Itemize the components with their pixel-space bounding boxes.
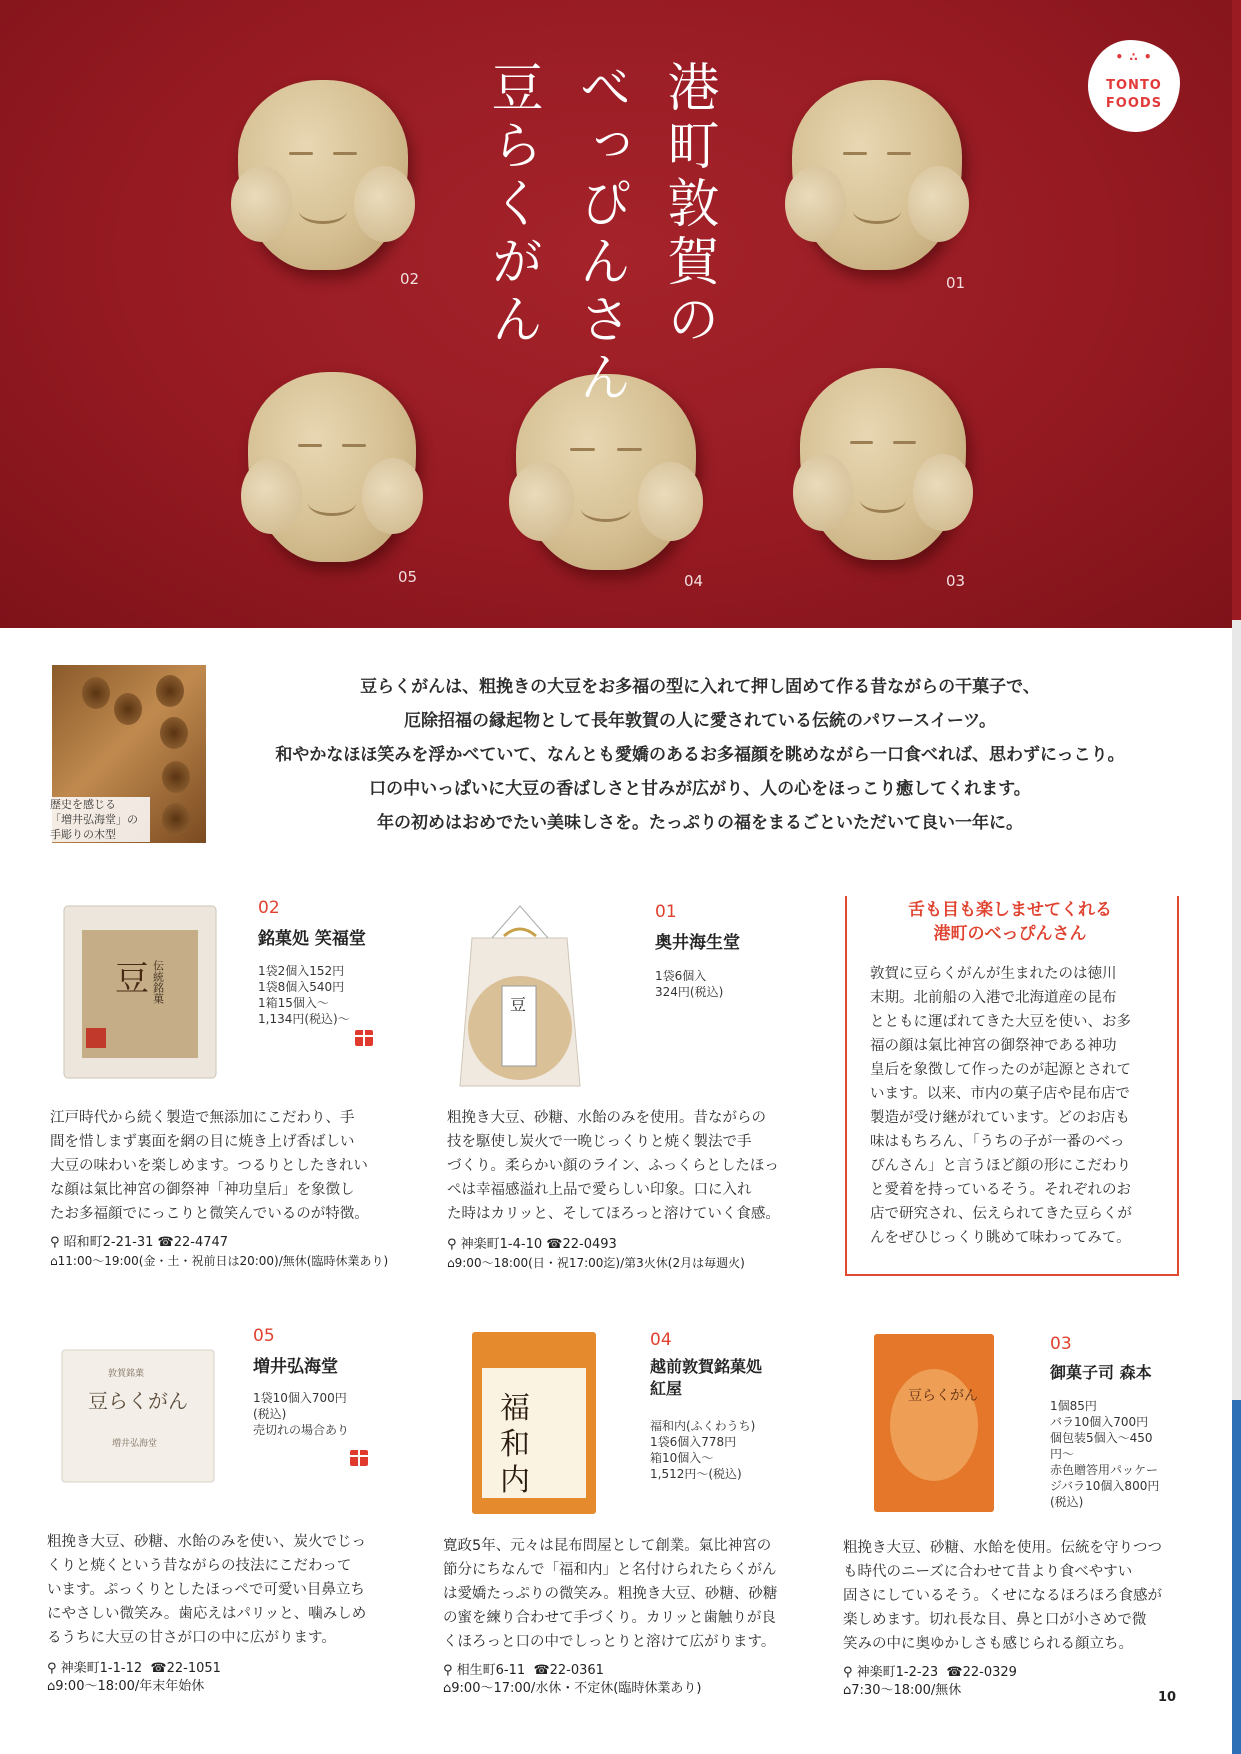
shop-description: 粗挽き大豆、砂糖、水飴のみを使用。昔ながらの 技を駆使し炭火で一晩じっくりと焼く製法で手 づくり。柔らかい顔のライン、ふっくらとしたほっ ぺは幸福感溢れ上品で愛らしい印象。口に入れ た時はカリッと、そしてほろっと溶けていく食感。 xyxy=(447,1110,780,1222)
svg-text:豆: 豆 xyxy=(115,959,149,999)
package-photo-shop-02 xyxy=(60,900,220,1085)
logo-dots: • ∴ • xyxy=(1115,50,1153,64)
svg-text:豆らくがん: 豆らくがん xyxy=(908,1388,978,1404)
cookie-number: 02 xyxy=(400,270,420,288)
shop-info: ⚲ 神楽町1-2-23 ☎22-0329 ⌂7:30～18:00/無休 xyxy=(843,1665,1017,1698)
phone-icon: ☎ xyxy=(546,1237,563,1252)
intro-text: 豆らくがんは、粗挽きの大豆をお多福の型に入れて押し固めて作る昔ながらの干菓子で、 厄除招福の縁起物として長年敦賀の人に愛されている伝統のパワースイーツ。 和やかなほほ笑みを浮かべていて、なんとも愛嬌のあるお多福顔を眺めながら一口食べれば、思わずにっこり。 口の中いっぱいに大豆の香ばしさと甘みが広がり、人の心をほっこり癒してくれます。 年の初めはおめでたい美味しさを。たっぷりの福をまるごといただいて良い一年に。 xyxy=(275,677,1125,833)
house-icon: ⌂ xyxy=(843,1683,852,1698)
gift-icon xyxy=(355,1030,373,1046)
phone-icon: ☎ xyxy=(157,1235,174,1250)
tonto-foods-logo xyxy=(1088,40,1180,132)
map-pin-icon: ⚲ xyxy=(447,1237,461,1252)
shop-number: 03 xyxy=(1050,1334,1072,1354)
title-line-2: べっぴんさん xyxy=(570,60,630,408)
shop-info: ⚲ 神楽町1-1-12 ☎22-1051 ⌂9:00～18:00/年末年始休 xyxy=(47,1661,221,1694)
map-pin-icon: ⚲ xyxy=(443,1663,457,1678)
page-number: 10 xyxy=(1158,1690,1177,1705)
map-pin-icon: ⚲ xyxy=(50,1235,64,1250)
title-line-1: 港町敦賀の xyxy=(658,60,718,350)
house-icon: ⌂ xyxy=(50,1254,58,1268)
price-list: 1袋6個入 324円(税込) xyxy=(655,969,724,999)
map-pin-icon: ⚲ xyxy=(47,1661,61,1676)
mold-caption: 歴史を感じる 「増井弘海堂」の 手彫りの木型 xyxy=(50,797,150,842)
package-photo-shop-03 xyxy=(872,1330,996,1516)
shop-info: ⚲ 昭和町2-21-31 ☎22-4747 ⌂11:00～19:00(金・土・祝前日は20:00)/無休(臨時休業あり) xyxy=(50,1235,389,1268)
price-list: 福和内(ふくわうち) 1袋6個入778円 箱10個入～ 1,512円～(税込) xyxy=(650,1419,756,1481)
gift-icon xyxy=(350,1450,368,1466)
svg-text:豆: 豆 xyxy=(510,995,527,1014)
phone-icon: ☎ xyxy=(946,1665,963,1680)
logo-text-1: TONTO xyxy=(1106,78,1162,93)
shop-description: 粗挽き大豆、砂糖、水飴を使用。伝統を守りつつ も時代のニーズに合わせて昔より食べやすい 固さにしているそう。くせになるほろほろ食感が 楽しめます。切れ長な目、鼻と口が小さめで微 笑みの中に奥ゆかしさも感じられる顔立ち。 xyxy=(843,1540,1162,1652)
shop-info: ⚲ 神楽町1-4-10 ☎22-0493 ⌂9:00～18:00(日・祝17:00迄)/第3火休(2月は毎週火) xyxy=(447,1237,745,1270)
shop-number: 01 xyxy=(655,902,677,922)
svg-text:伝統銘菓: 伝統銘菓 xyxy=(151,960,165,1004)
shop-number: 02 xyxy=(258,898,280,918)
shop-description: 寛政5年、元々は昆布問屋として創業。氣比神宮の 節分にちなんで「福和内」と名付けられたらくがん は愛嬌たっぷりの微笑み。粗挽き大豆、砂糖、砂糖 の蜜を練り合わせて手づくり。カリッと歯触りが良 くほろっと口の中でしっとりと溶けて広がります。 xyxy=(443,1538,778,1650)
package-photo-shop-01 xyxy=(452,898,587,1093)
shop-name: 増井弘海堂 xyxy=(253,1357,338,1377)
price-list: 1袋2個入152円 1袋8個入540円 1箱15個入～ 1,134円(税込)～ xyxy=(258,964,350,1026)
rakugan-cookie-01 xyxy=(792,80,962,270)
page-edge-bar xyxy=(1232,0,1241,1754)
logo-text-2: FOODS xyxy=(1105,96,1163,111)
shop-name: 奥井海生堂 xyxy=(655,933,740,953)
shop-name: 御菓子司 森本 xyxy=(1050,1363,1152,1382)
price-list: 1袋10個入700円 (税込) 売切れの場合あり xyxy=(253,1391,350,1437)
price-list: 1個85円 バラ10個入700円 個包装5個入～450 円～ 赤色贈答用パッケー ジバラ10個入800円 (税込) xyxy=(1050,1399,1160,1509)
map-pin-icon: ⚲ xyxy=(843,1665,857,1680)
svg-text:豆らくがん: 豆らくがん xyxy=(88,1389,188,1413)
svg-text:内: 内 xyxy=(500,1463,530,1498)
rakugan-cookie-05 xyxy=(248,372,416,562)
phone-icon: ☎ xyxy=(150,1661,167,1676)
svg-text:和: 和 xyxy=(500,1427,530,1462)
house-icon: ⌂ xyxy=(443,1681,452,1696)
rakugan-cookie-02 xyxy=(238,80,408,270)
shop-name: 越前敦賀銘菓処 紅屋 xyxy=(650,1357,763,1398)
shop-info: ⚲ 相生町6-11 ☎22-0361 ⌂9:00～17:00/水休・不定休(臨時休業あり) xyxy=(443,1663,702,1696)
column-text: 敦賀に豆らくがんが生まれたのは徳川 末期。北前船の入港で北海道産の昆布 とともに運ばれてきた大豆を使い、お多 福の顔は氣比神宮の御祭神である神功 皇后を象徴して作ったのが起源とされて います。以来、市内の菓子店や昆布店で 製造が受け継がれています。どのお店も 味はもちろん、「うちの子が一番のべっ ぴんさん」と言うほど顔の形にこだわり と愛着を持っているそう。それぞれのお 店で研究され、伝えられてきた豆らくが んをぜひじっくり眺めて味わってみて。 xyxy=(870,966,1132,1246)
cookie-number: 03 xyxy=(946,572,966,590)
rakugan-cookie-03 xyxy=(800,368,966,560)
cookie-number: 05 xyxy=(398,568,418,586)
cookie-number: 01 xyxy=(946,274,966,292)
house-icon: ⌂ xyxy=(447,1256,455,1270)
svg-text:増井弘海堂: 増井弘海堂 xyxy=(112,1439,158,1449)
svg-text:福: 福 xyxy=(500,1391,530,1426)
shop-name: 銘菓処 笑福堂 xyxy=(258,929,366,949)
cookie-number: 04 xyxy=(684,572,704,590)
column-title: 舌も目も楽しませてくれる 港町のべっぴんさん xyxy=(908,900,1112,944)
package-photo-shop-04 xyxy=(470,1328,598,1518)
svg-text:敦賀銘菓: 敦賀銘菓 xyxy=(108,1369,145,1379)
shop-description: 江戸時代から続く製造で無添加にこだわり、手 間を惜しまず裏面を網の目に焼き上げ香ばしい 大豆の味わいを楽しめます。つるりとしたきれい な顔は氣比神宮の御祭神「神功皇后」を象徴し たお多福顔でにっこりと微笑んでいるのが特徴。 xyxy=(50,1110,369,1222)
shop-number: 05 xyxy=(253,1326,275,1346)
package-photo-shop-05 xyxy=(58,1346,218,1486)
shop-number: 04 xyxy=(650,1330,672,1350)
phone-icon: ☎ xyxy=(533,1663,550,1678)
title-line-3: 豆らくがん xyxy=(482,60,542,350)
house-icon: ⌂ xyxy=(47,1679,56,1694)
shop-description: 粗挽き大豆、砂糖、水飴のみを使い、炭火でじっ くりと焼くという昔ながらの技法にこだわって います。ぷっくりとしたほっぺで可愛い目鼻立ち にやさしい微笑み。歯応えはパリッと、噛みしめ るうちに大豆の甘さが口の中に広がります。 xyxy=(47,1534,367,1646)
hero-photo xyxy=(0,0,1232,628)
